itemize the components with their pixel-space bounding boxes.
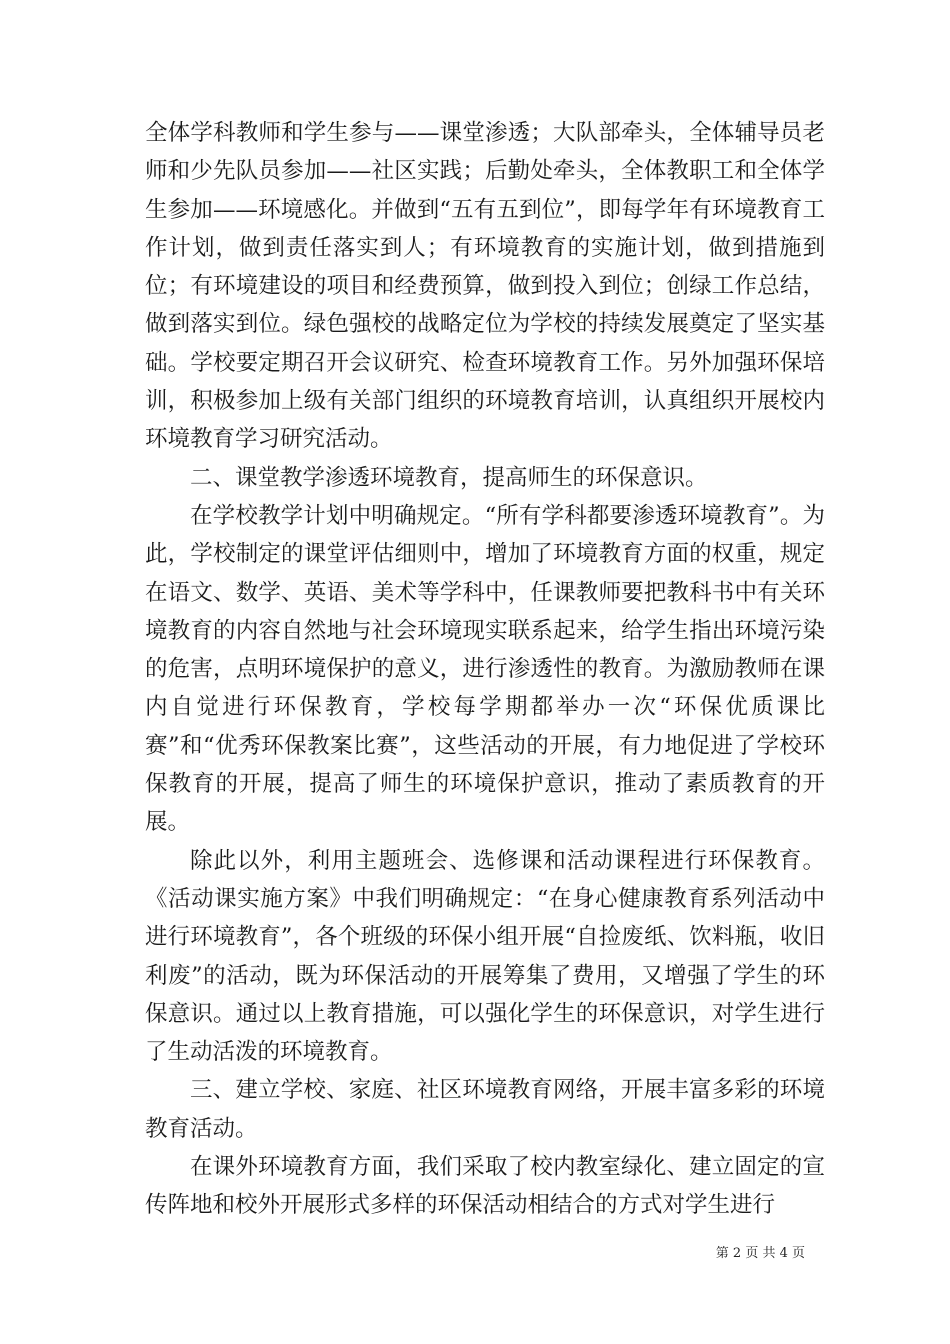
section-heading-3: 三、建立学校、家庭、社区环境教育网络，开展丰富多彩的环境教育活动。 [145, 1077, 825, 1142]
paragraph-classroom: 在学校教学计划中明确规定。“所有学科都要渗透环境教育”。为此，学校制定的课堂评估细则中，增加了环境教育方面的权重，规定在语文、数学、英语、美术等学科中，任课教师要把教科书中有关环境教育的内容自然地与社会环境现实联系起来，给学生指出环境污染的危害，点明环境保护的意义，进行渗透性的教育。为激励教师在课内自觉进行环保教育，学校每学期都举办一次“环保优质课比赛”和“优秀环保教案比赛”，这些活动的开展，有力地促进了学校环保教育的开展，提高了师生的环境保护意识，推动了素质教育的开展。 [145, 502, 825, 836]
paragraph-activities: 除此以外，利用主题班会、选修课和活动课程进行环保教育。《活动课实施方案》中我们明确规定：“在身心健康教育系列活动中进行环境教育”，各个班级的环保小组开展“自捡废纸、饮料瓶，收旧利废”的活动，既为环保活动的开展筹集了费用，又增强了学生的环保意识。通过以上教育措施，可以强化学生的环保意识，对学生进行了生动活泼的环境教育。 [145, 847, 825, 1066]
paragraph-continuation: 全体学科教师和学生参与——课堂渗透；大队部牵头，全体辅导员老师和少先队员参加——社区实践；后勤处牵头，全体教职工和全体学生参加——环境感化。并做到“五有五到位”，即每学年有环境教育工作计划，做到责任落实到人；有环境教育的实施计划，做到措施到位；有环境建设的项目和经费预算，做到投入到位；创绿工作总结，做到落实到位。绿色强校的战略定位为学校的持续发展奠定了坚实基础。学校要定期召开会议研究、检查环境教育工作。另外加强环保培训，积极参加上级有关部门组织的环境教育培训，认真组织开展校内环境教育学习研究活动。 [145, 120, 825, 453]
page-number-footer: 第 2 页 共 4 页 [715, 1246, 805, 1261]
document-body [145, 114, 825, 1225]
section-heading-2: 二、课堂教学渗透环境教育，提高师生的环保意识。 [190, 464, 708, 491]
paragraph-extracurricular: 在课外环境教育方面，我们采取了校内教室绿化、建立固定的宣传阵地和校外开展形式多样的环保活动相结合的方式对学生进行 [145, 1154, 825, 1219]
